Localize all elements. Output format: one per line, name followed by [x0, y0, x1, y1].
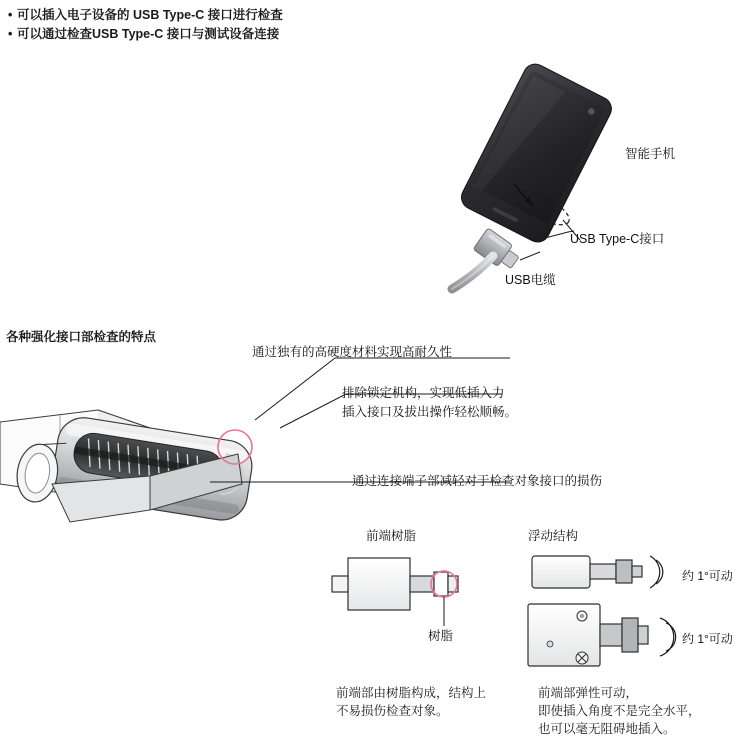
resin-label: 树脂	[428, 629, 454, 643]
bullet-marker: •	[8, 8, 13, 22]
floating-angle-bottom-label: 约 1°可动	[682, 632, 733, 646]
callout-low-insertion: 排除锁定机构，实现低插入力	[342, 386, 505, 400]
bullet-item	[8, 6, 438, 25]
resin-note	[336, 684, 546, 720]
callout-low-insertion-sub: 插入接口及拔出操作轻松顺畅。	[342, 405, 518, 419]
floating-block-title: 浮动结构	[528, 529, 579, 543]
resin-tip-illustration	[330, 548, 520, 658]
callout-durability: 通过独有的高硬度材料实现高耐久性	[252, 345, 453, 359]
floating-note-line2: 即使插入角度不是完全水平，	[538, 704, 701, 718]
bullet-text: 可以插入电子设备的 USB Type-C 接口进行检查	[17, 8, 283, 22]
phone-leader-lines	[500, 200, 748, 290]
callout-terminal-damage: 通过连接端子部减轻对于检查对象接口的损伤	[352, 474, 603, 488]
bullet-item	[8, 25, 438, 44]
resin-note-line2: 不易损伤检查对象。	[336, 704, 449, 718]
floating-note	[538, 684, 748, 738]
smartphone-label: 智能手机	[625, 147, 676, 161]
floating-note-line1: 前端部弹性可动，	[538, 686, 639, 700]
bullet-marker: •	[8, 27, 13, 41]
resin-block-title: 前端树脂	[366, 529, 417, 543]
feature-bullet-list	[8, 6, 438, 44]
bullet-text: 可以通过检查USB Type-C 接口与测试设备连接	[17, 27, 280, 41]
floating-structure-illustration	[520, 546, 730, 676]
section-title: 各种强化接口部检查的特点	[6, 330, 157, 344]
floating-angle-top-label: 约 1°可动	[682, 569, 733, 583]
floating-note-line3: 也可以毫无阻碍地插入。	[538, 722, 676, 736]
resin-note-line1: 前端部由树脂构成，结构上	[336, 686, 487, 700]
usb-cable-label: USB电缆	[505, 273, 556, 287]
usb-typec-port-label: USB Type-C接口	[570, 232, 665, 246]
